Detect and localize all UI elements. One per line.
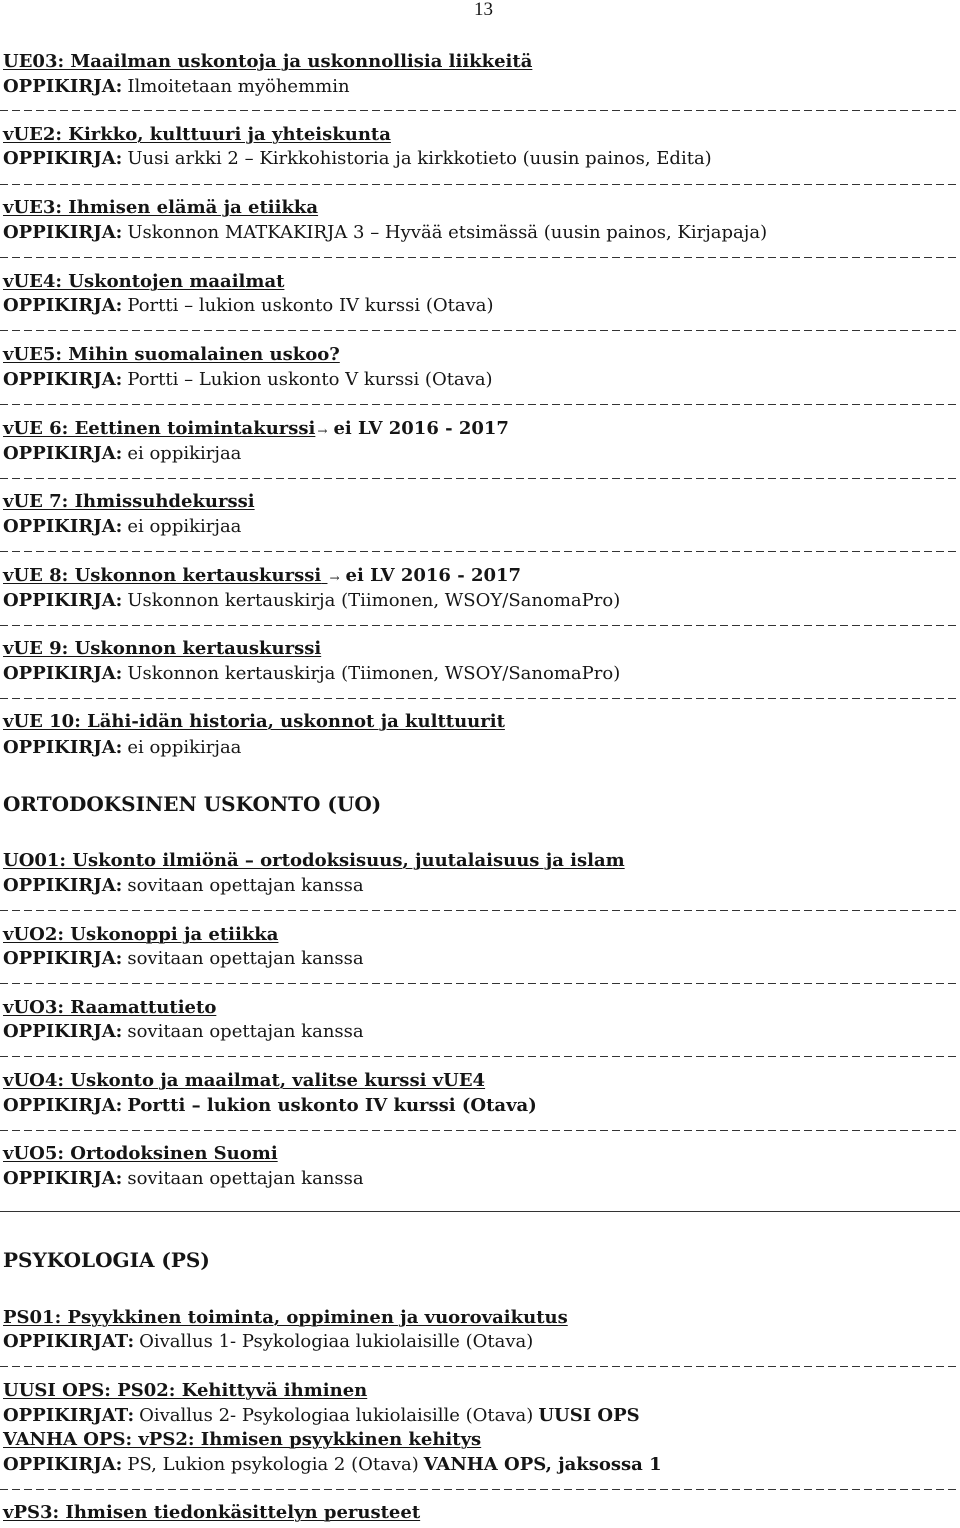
book-label: OPPIKIRJA: — [3, 1095, 123, 1116]
course-title: UUSI OPS: PS02: Kehittyvä ihminen — [3, 1380, 368, 1401]
book-line — [3, 736, 241, 760]
book-line — [3, 874, 364, 898]
course-title-line — [3, 564, 521, 588]
book-label: OPPIKIRJA: — [3, 369, 123, 390]
book-name: sovitaan opettajan kanssa — [127, 1021, 364, 1042]
course-title: vUO4: Uskonto ja maailmat, valitse kurssi vUE4 — [3, 1070, 486, 1091]
section-divider — [0, 1211, 960, 1212]
course-title: vUE 9: Uskonnon kertauskurssi — [3, 638, 322, 659]
dashed-separator — [0, 184, 957, 185]
course-note: ei LV 2016 - 2017 — [333, 418, 509, 439]
course-title-line — [3, 710, 505, 734]
book-line — [3, 75, 350, 99]
dashed-separator — [0, 1366, 957, 1367]
book-name: Portti – lukion uskonto IV kurssi (Otava) — [127, 295, 494, 316]
book-label: OPPIKIRJA: — [3, 1021, 123, 1042]
dashed-separator — [0, 910, 957, 911]
book-label: OPPIKIRJA: — [3, 875, 123, 896]
book-label: OPPIKIRJA: — [3, 295, 123, 316]
course-title-line — [3, 1069, 485, 1093]
book-name: PS, Lukion psykologia 2 (Otava) — [127, 1454, 419, 1475]
dashed-separator — [0, 404, 957, 405]
course-title-line — [3, 50, 532, 74]
dashed-separator — [0, 698, 957, 699]
curriculum-tag: VANHA OPS, jaksossa 1 — [423, 1454, 662, 1475]
course-title: vUE3: Ihmisen elämä ja etiikka — [3, 197, 319, 218]
book-line — [3, 221, 767, 245]
book-label: OPPIKIRJA: — [3, 222, 123, 243]
book-label: OPPIKIRJA: — [3, 737, 123, 758]
course-title: UO01: Uskonto ilmiönä – ortodoksisuus, juutalaisuus ja islam — [3, 850, 625, 871]
book-label: OPPIKIRJA: — [3, 148, 123, 169]
book-line — [3, 442, 241, 466]
book-name: sovitaan opettajan kanssa — [127, 948, 364, 969]
book-line — [3, 589, 620, 613]
section-heading: ORTODOKSINEN USKONTO (UO) — [3, 792, 382, 816]
book-label: OPPIKIRJA: — [3, 663, 123, 684]
course-title-line — [3, 996, 216, 1020]
course-title: vUO3: Raamattutieto — [3, 997, 217, 1018]
course-title: VANHA OPS: vPS2: Ihmisen psyykkinen kehitys — [3, 1429, 482, 1450]
book-name: sovitaan opettajan kanssa — [127, 875, 364, 896]
course-title: vPS3: Ihmisen tiedonkäsittelyn perusteet — [3, 1502, 421, 1523]
course-title-line — [3, 123, 391, 147]
course-title: vUE5: Mihin suomalainen uskoo? — [3, 344, 340, 365]
book-name: ei oppikirjaa — [127, 737, 242, 758]
book-label: OPPIKIRJA: — [3, 948, 123, 969]
book-line — [3, 947, 364, 971]
right-arrow-icon: → — [329, 571, 340, 585]
course-title-line — [3, 490, 255, 514]
course-title: vUE4: Uskontojen maailmat — [3, 271, 285, 292]
course-title-line — [3, 196, 318, 220]
course-title: vUE 6: Eettinen toimintakurssi — [3, 418, 316, 439]
book-name: ei oppikirjaa — [127, 443, 242, 464]
course-title: vUO5: Ortodoksinen Suomi — [3, 1143, 278, 1164]
book-name: ei oppikirjaa — [127, 516, 242, 537]
book-label: OPPIKIRJAT: — [3, 1405, 135, 1426]
course-title-line — [3, 637, 321, 661]
course-title-line — [3, 1306, 568, 1330]
book-name: Portti – Lukion uskonto V kurssi (Otava) — [127, 369, 493, 390]
book-name: sovitaan opettajan kanssa — [127, 1168, 364, 1189]
book-line — [3, 147, 712, 171]
book-name: Uusi arkki 2 – Kirkkohistoria ja kirkkotieto (uusin painos, Edita) — [127, 148, 712, 169]
book-label: OPPIKIRJAT: — [3, 1331, 135, 1352]
dashed-separator — [0, 110, 957, 111]
book-line — [3, 1094, 537, 1118]
course-title-line — [3, 1501, 420, 1525]
book-line — [3, 294, 494, 318]
book-name: Ilmoitetaan myöhemmin — [127, 76, 350, 97]
book-name: Uskonnon MATKAKIRJA 3 – Hyvää etsimässä (uusin painos, Kirjapaja) — [127, 222, 768, 243]
course-title: vUE2: Kirkko, kulttuuri ja yhteiskunta — [3, 124, 391, 145]
book-name: Uskonnon kertauskirja (Tiimonen, WSOY/SanomaPro) — [127, 663, 621, 684]
right-arrow-icon: → — [317, 424, 328, 438]
dashed-separator — [0, 1489, 957, 1490]
course-title-line — [3, 1142, 278, 1166]
dashed-separator — [0, 330, 957, 331]
course-title: vUE 8: Uskonnon kertauskurssi — [3, 565, 322, 586]
page-number: 13 — [474, 0, 493, 20]
book-label: OPPIKIRJA: — [3, 76, 123, 97]
book-line — [3, 1330, 533, 1354]
book-label: OPPIKIRJA: — [3, 443, 123, 464]
book-line — [3, 1020, 364, 1044]
course-title-line — [3, 923, 278, 947]
course-title-line — [3, 849, 625, 873]
dashed-separator — [0, 1130, 957, 1131]
book-label: OPPIKIRJA: — [3, 1454, 123, 1475]
course-note: ei LV 2016 - 2017 — [345, 565, 522, 586]
section-heading: PSYKOLOGIA (PS) — [3, 1248, 210, 1272]
course-title: UE03: Maailman uskontoja ja uskonnollisia liikkeitä — [3, 51, 533, 72]
book-line — [3, 1167, 364, 1191]
dashed-separator — [0, 983, 957, 984]
book-line — [3, 1404, 640, 1428]
course-title: vUE 7: Ihmissuhdekurssi — [3, 491, 255, 512]
course-title-line — [3, 343, 340, 367]
dashed-separator — [0, 625, 957, 626]
dashed-separator — [0, 478, 957, 479]
course-title-line — [3, 1379, 367, 1403]
course-title: vUE 10: Lähi-idän historia, uskonnot ja kulttuurit — [3, 711, 505, 732]
book-label: OPPIKIRJA: — [3, 590, 123, 611]
book-line — [3, 368, 493, 392]
course-title: vUO2: Uskonoppi ja etiikka — [3, 924, 279, 945]
book-label: OPPIKIRJA: — [3, 516, 123, 537]
course-title: PS01: Psyykkinen toiminta, oppiminen ja vuorovaikutus — [3, 1307, 568, 1328]
book-label: OPPIKIRJA: — [3, 1168, 123, 1189]
book-name: Uskonnon kertauskirja (Tiimonen, WSOY/SanomaPro) — [127, 590, 621, 611]
dashed-separator — [0, 1056, 957, 1057]
curriculum-tag: UUSI OPS — [538, 1405, 640, 1426]
course-title-line — [3, 270, 284, 294]
book-line — [3, 515, 241, 539]
course-title-line — [3, 1428, 481, 1452]
book-name: Oivallus 2- Psykologiaa lukiolaisille (Otava) — [139, 1405, 534, 1426]
book-name: Portti – lukion uskonto IV kurssi (Otava) — [127, 1095, 537, 1116]
book-line — [3, 662, 620, 686]
dashed-separator — [0, 551, 957, 552]
dashed-separator — [0, 257, 957, 258]
course-title-line — [3, 417, 509, 441]
book-line — [3, 1453, 662, 1477]
book-name: Oivallus 1- Psykologiaa lukiolaisille (Otava) — [139, 1331, 534, 1352]
